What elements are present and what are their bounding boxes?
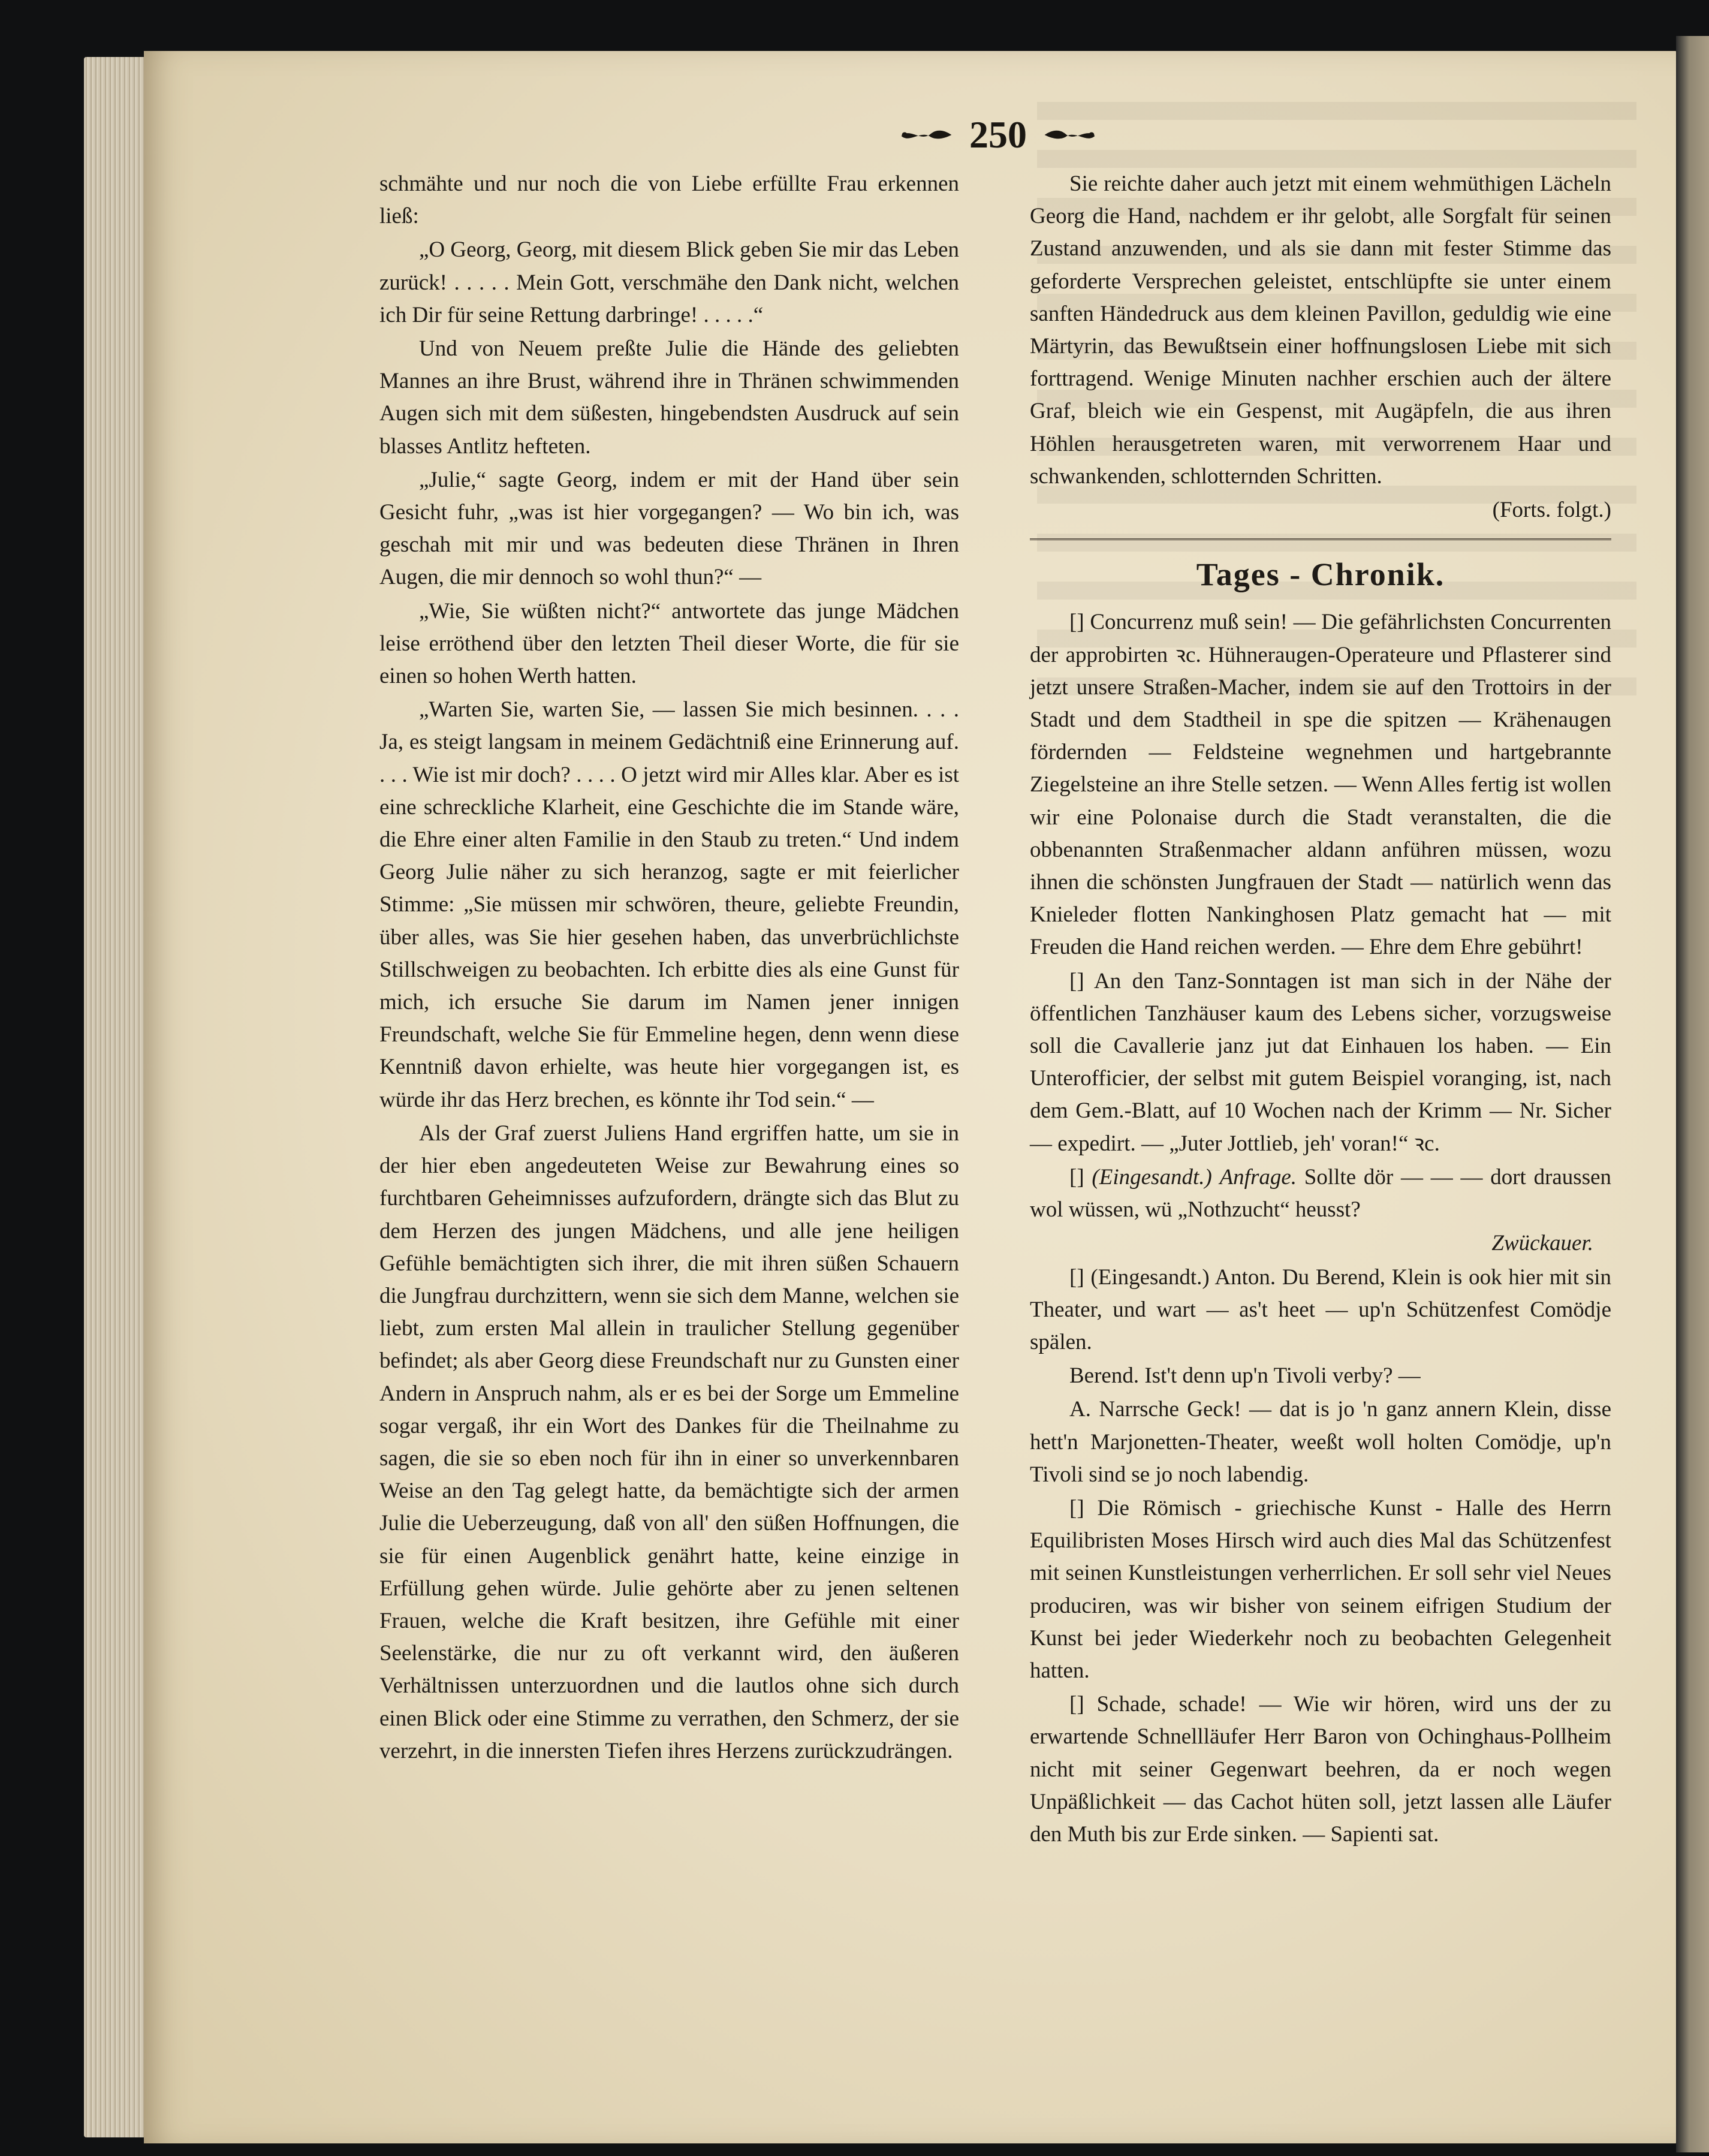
paragraph: „O Georg, Georg, mit diesem Blick geben Sie mir das Leben zurück! . . . . . Mein Gott, verschmähe den Dank nicht, welchen ich Dir für seine Rettung darbringe! . . . . .“ bbox=[379, 237, 959, 327]
chronicle-item: Berend. Ist't denn up'n Tivoli verby? — bbox=[1069, 1363, 1421, 1389]
section-title: Tages - Chronik. bbox=[1196, 556, 1445, 593]
page-number: 250 bbox=[969, 113, 1027, 156]
chronicle-item: [] Concurrenz muß sein! — Die gefährlichsten Concurrenten der approbirten ꝛc. Hühneraugen-Operateure und Pflasterer sind jetzt unsere Straßen-Macher, indem sie auf den Trottoirs in der Stadt und dem Stadtheil in spe die spitzen — Krähenaugen fördernden — Feldsteine wegnehmen und hartgebrannte Ziegelsteine an ihre Stelle setzen. — Wenn Alles fertig ist wollen wir eine Polonaise durch die Stadt veranstalten, die die obbenannten Straßenmacher aldann anführen müssen, wozu ihnen die schönsten Jungfrauen der Stadt — natürlich wenn das Knieleder flotten Nankinghosen Platz gemacht hat — mit Freuden die Hand reichen werden. — Ehre dem Ehre gebührt! bbox=[1030, 610, 1611, 960]
left-ornament-icon bbox=[899, 123, 954, 147]
chronicle-item: A. Narrsche Geck! — dat is jo 'n ganz annern Klein, disse hett'n Marjonetten-Theater, weeßt woll holten Comödje, up'n Tivoli sind se jo noch labendig. bbox=[1030, 1397, 1611, 1487]
page-header bbox=[899, 108, 1097, 162]
paragraph: „Warten Sie, warten Sie, — lassen Sie mich besinnen. . . . Ja, es steigt langsam in meinem Gedächtniß eine Erinnerung auf. . . . Wie ist mir doch? . . . . O jetzt wird mir Alles klar. Aber es ist eine schreckliche Klarheit, eine Geschichte die im Stande wäre, die Ehre einer alten Familie in den Staub zu treten.“ Und indem Georg Julie näher zu sich heranzog, sagte er mit feierlicher Stimme: „Sie müssen mir schwören, theure, geliebte Freundin, über alles, was Sie hier gesehen haben, das unverbrüchlichste Stillschweigen zu beobachten. Ich erbitte dies als eine Gunst für mich, ich ersuche Sie darum im Namen jener innigen Freundschaft, welche Sie für Emmeline hegen, denn wenn diese Kenntniß davon erhielte, was heute hier vorgegangen ist, es würde ihr das Herz brechen, es könnte ihr Tod sein.“ — bbox=[379, 697, 959, 1112]
paragraph: Und von Neuem preßte Julie die Hände des geliebten Mannes an ihre Brust, während ihre in Thränen schwimmenden Augen sich mit dem süßesten, hingebendsten Ausdruck auf sein blasses Antlitz hefteten. bbox=[379, 336, 959, 459]
paragraph: „Julie,“ sagte Georg, indem er mit der Hand über sein Gesicht fuhr, „was ist hier vorgegangen? — Wo bin ich, was geschah mit mir und was bedeuten diese Thränen in Ihren Augen, die mir dennoch so wohl thun?“ — bbox=[379, 467, 959, 590]
section-divider bbox=[1030, 538, 1611, 540]
paragraph: Als der Graf zuerst Juliens Hand ergriffen hatte, um sie in der hier eben angedeuteten Weise zur Bewahrung eines so furchtbaren Geheimnisses aufzufordern, drängte sich das Blut zu dem Herzen des jungen Mädchens, und alle jene heiligen Gefühle bemächtigten sich ihrer, die mit ihren süßen Schauern die Jungfrau durchzittern, wenn sie sich dem Manne, welchen sie liebt, zum ersten Mal allein in traulicher Stellung gegenüber befindet; als aber Georg diese Freundschaft nur zu Gunsten einer Andern in Anspruch nahm, als er es bei der Sorge um Emmeline sogar vergaß, ihr ein Wort des Dankes für die Theilnahme zu sagen, die sie so eben noch für ihn in einer so unverkennbaren Weise an den Tag gelegt hatte, da bemächtigte sich der armen Julie die Ueberzeugung, daß von all' den süßen Hoffnungen, die sie für einen Augenblick genährt hatte, keine einzige in Erfüllung gehen würde. Julie gehörte aber zu jenen seltenen Frauen, welche die Kraft besitzen, ihre Gefühle mit einer Seelenstärke, die nur zu oft verkannt wird, den äußeren Verhältnissen unterzuordnen und die lautlos ohne sich durch einen Blick oder eine Stimme zu verrathen, den Schmerz, der sie verzehrt, in die innersten Tiefen ihres Herzens zurückzudrängen. bbox=[379, 1121, 959, 1763]
eingesandt-signature: Zwückauer. bbox=[1491, 1231, 1593, 1256]
chronicle-item: [] Die Römisch - griechische Kunst - Halle des Herrn Equilibristen Moses Hirsch wird auch dies Mal das Schützenfest mit seinen Kunstleistungen verherrlichen. Er soll sehr viel Neues produciren, was wir bisher von seinem eifrigen Studium der Kunst bei jeder Wiederkehr noch zu beobachten Gelegenheit hatten. bbox=[1030, 1495, 1611, 1683]
item-marker: [] bbox=[1069, 1164, 1084, 1190]
eingesandt-text: Sollte dör — — — dort draussen wol wüssen, wü „Nothzucht“ heusst? bbox=[1030, 1164, 1612, 1222]
left-column bbox=[379, 168, 959, 1769]
continued-line bbox=[1030, 494, 1611, 526]
eingesandt-label: (Eingesandt.) bbox=[1092, 1164, 1212, 1190]
right-ornament-icon bbox=[1042, 123, 1097, 147]
chronicle-item: [] An den Tanz-Sonntagen ist man sich in der Nähe der öffentlichen Tanzhäuser kaum des Lebens sicher, vorzugsweise soll die Cavallerie janz jut dat Einhauen los haben. — Ein Unterofficier, der selbst mit gutem Beispiel voranging, ist, nach dem Gem.-Blatt, auf 10 Wochen nach der Krimm — Nr. Sicher — expedirt. — „Juter Jottlieb, jeh' voran!“ ꝛc. bbox=[1030, 968, 1611, 1156]
next-page-edge bbox=[1676, 36, 1709, 2152]
continued-note: (Forts. folgt.) bbox=[1492, 498, 1611, 523]
story-paragraph: Sie reichte daher auch jetzt mit einem wehmüthigen Lächeln Georg die Hand, nachdem er ihr gelobt, alle Sorgfalt für seinen Zustand anzuwenden, und als sie dann mit fester Stimme das geforderte Versprechen geleistet, entschlüpfte sie unter einem sanften Händedruck aus dem kleinen Pavillon, geduldig wie eine Märtyrin, das Bewußtsein einer hoffnungslosen Liebe mit sich forttragend. Wenige Minuten nachher erschien auch der ältere Graf, bleich wie ein Gespenst, mit Augäpfeln, die aus ihren Höhlen herausgetreten waren, mit verworrenem Haar und schwankenden, schlotternden Schritten. bbox=[1030, 171, 1611, 489]
eingesandt-item bbox=[1030, 1161, 1611, 1226]
chronicle-item: [] Schade, schade! — Wie wir hören, wird uns der zu erwartende Schnellläufer Herr Baron von Ochinghaus-Pollheim nicht mit seiner Gegenwart beehren, da er noch wegen Unpäßlichkeit — das Cachot hüten soll, jetzt lassen alle Läufer den Muth bis zur Erde sinken. — Sapienti sat. bbox=[1030, 1692, 1611, 1847]
chronicle-item: [] (Eingesandt.) Anton. Du Berend, Klein is ook hier mit sin Theater, und wart — as't heet — up'n Schützenfest Comödje spälen. bbox=[1030, 1264, 1611, 1354]
right-column bbox=[1030, 168, 1611, 1852]
paragraph: schmähte und nur noch die von Liebe erfüllte Frau erkennen ließ: bbox=[379, 171, 959, 229]
eingesandt-title: Anfrage. bbox=[1219, 1164, 1297, 1190]
paragraph: „Wie, Sie wüßten nicht?“ antwortete das junge Mädchen leise erröthend über den letzten Theil dieser Worte, die für sie einen so hohen Werth hatten. bbox=[379, 598, 959, 689]
